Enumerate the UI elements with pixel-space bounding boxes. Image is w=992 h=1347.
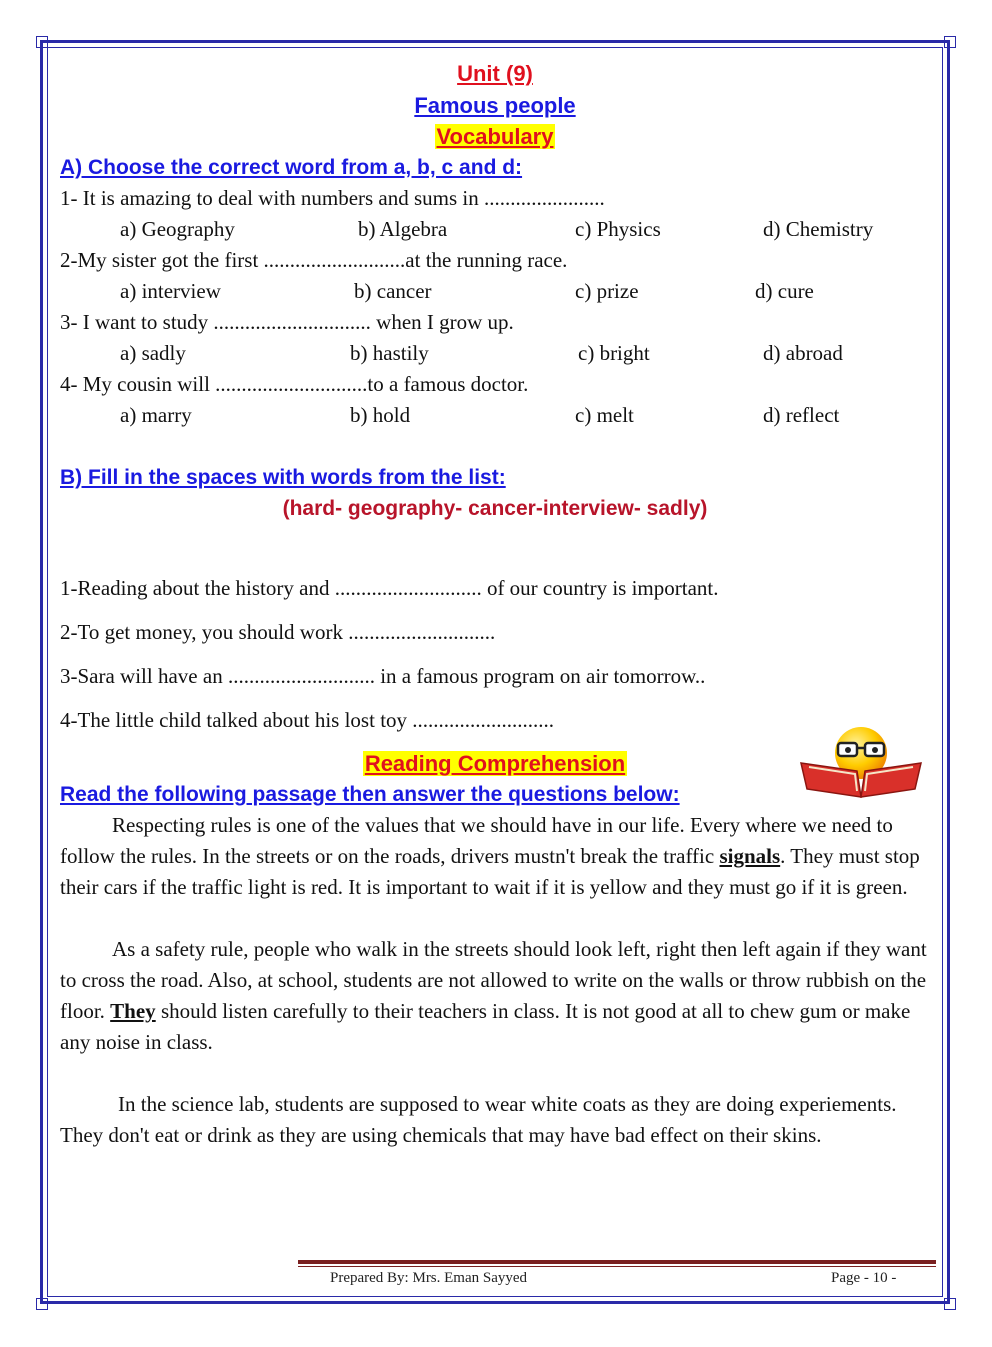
worksheet-content	[60, 58, 930, 1151]
option-d: d) Chemistry	[763, 217, 874, 241]
unit-title: Unit (9)	[457, 61, 533, 86]
section-a-heading: A) Choose the correct word from a, b, c and d:	[60, 156, 523, 179]
section-a-question	[60, 369, 930, 431]
option-c: c) melt	[575, 403, 634, 427]
question-text: 3- I want to study .............................. when I grow up.	[60, 310, 514, 334]
option-d: d) cure	[755, 279, 814, 303]
footer-rule	[298, 1260, 936, 1264]
passage-paragraph-1	[60, 810, 930, 903]
fill-sentence: 4-The little child talked about his lost toy ...........................	[60, 708, 555, 732]
vocabulary-heading-row	[60, 121, 930, 152]
option-d: d) reflect	[763, 403, 840, 427]
option-a: a) marry	[120, 403, 192, 427]
vocabulary-heading: Vocabulary	[436, 124, 554, 149]
footer-page-number: Page - 10 -	[831, 1270, 897, 1286]
option-c: c) prize	[575, 279, 639, 303]
option-b: b) cancer	[354, 279, 432, 303]
question-text: 4- My cousin will .............................to a famous doctor.	[60, 372, 529, 396]
section-b-heading: B) Fill in the spaces with words from the list:	[60, 466, 506, 489]
footer-author: Prepared By: Mrs. Eman Sayyed	[330, 1270, 528, 1286]
section-a-question	[60, 183, 930, 245]
passage-text: should listen carefully to their teachers in class. It is not good at all to chew gum or make any noise in class.	[60, 999, 911, 1054]
section-a-question	[60, 245, 930, 307]
question-options	[60, 214, 930, 245]
reading-instruction-row	[60, 779, 930, 810]
fill-sentence: 3-Sara will have an ............................ in a famous program on air tomorrow..	[60, 664, 706, 688]
topic-title: Famous people	[414, 93, 576, 118]
underlined-word-they: They	[110, 999, 156, 1023]
section-a-question	[60, 307, 930, 369]
passage-text: Respecting rules is one of the values that we should have in our life. Every where we need to follow the rules. In the streets or on the roads, drivers mustn't break the traffic	[60, 813, 893, 868]
question-text: 2-My sister got the first ...........................at the running race.	[60, 248, 568, 272]
passage-text: In the science lab, students are supposed to wear white coats as they are doing experiements. They don't eat or drink as they are using chemicals that may have bad effect on their skins.	[60, 1092, 897, 1147]
option-b: b) hold	[350, 403, 411, 427]
border-corner	[36, 1298, 48, 1310]
option-c: c) Physics	[575, 217, 661, 241]
question-options	[60, 276, 930, 307]
passage-paragraph-3	[60, 1089, 930, 1151]
question-text: 1- It is amazing to deal with numbers and sums in .......................	[60, 186, 605, 210]
option-d: d) abroad	[763, 341, 843, 365]
word-list: (hard- geography- cancer-interview- sadly)	[282, 497, 708, 520]
underlined-word-signals: signals	[719, 844, 781, 868]
reading-instruction: Read the following passage then answer the questions below:	[60, 783, 680, 806]
option-c: c) bright	[578, 341, 650, 365]
footer-rule	[298, 1266, 936, 1267]
passage-text: . They must stop their cars if the traffic light is red. It is important to wait if it is yellow and they must go if it is green.	[60, 844, 920, 899]
option-b: b) hastily	[350, 341, 429, 365]
option-b: b) Algebra	[358, 217, 448, 241]
reading-comprehension-heading: Reading Comprehension	[364, 751, 626, 776]
fill-sentence: 2-To get money, you should work ............................	[60, 620, 496, 644]
border-corner	[944, 1298, 956, 1310]
option-a: a) Geography	[120, 217, 235, 241]
option-a: a) interview	[120, 279, 221, 303]
fill-sentence: 1-Reading about the history and ............................ of our country is important.	[60, 576, 719, 600]
question-options	[60, 338, 930, 369]
smiley-reading-book-icon	[795, 723, 931, 799]
border-corner	[36, 36, 48, 48]
passage-paragraph-2	[60, 934, 930, 1058]
border-corner	[944, 36, 956, 48]
option-a: a) sadly	[120, 341, 186, 365]
question-options	[60, 400, 930, 431]
passage-text: As a safety rule, people who walk in the streets should look left, right then left again if they want to cross the road. Also, at school, students are not allowed to write on the walls or throw rubbish on the floor.	[60, 937, 927, 1023]
